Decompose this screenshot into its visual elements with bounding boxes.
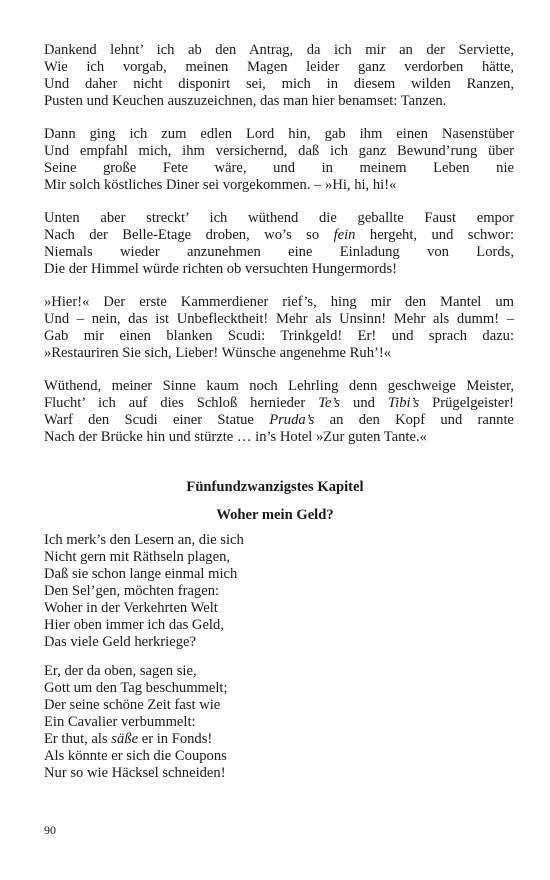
poem-line: Er, der da oben, sagen sie,: [44, 663, 197, 679]
verse-line: »Hier!« Der erste Kammerdiener rief’s, hing mir den Mantel um: [44, 294, 514, 310]
verse-line: Die der Himmel würde richten ob versuchten Hungermords!: [44, 261, 397, 277]
verse-line: Niemals wieder anzunehmen eine Einladung von Lords,: [44, 244, 514, 260]
verse-stanza-3: [44, 210, 514, 278]
emphasis: Te’s: [318, 395, 341, 411]
verse-line: »Restauriren Sie sich, Lieber! Wünsche angenehme Ruh’!«: [44, 345, 392, 361]
poem-line: Den Sel’gen, möchten fragen:: [44, 583, 220, 599]
verse-line: Wüthend, meiner Sinne kaum noch Lehrling denn geschweige Meister,: [44, 378, 514, 394]
verse-line: Nach der Brücke hin und stürzte … in’s Hotel »Zur guten Tante.«: [44, 429, 427, 445]
emphasis: Pruda’s: [269, 412, 315, 428]
poem-line: Der seine schöne Zeit fast wie: [44, 697, 221, 713]
verse-line: Warf den Scudi einer Statue Pruda’s an den Kopf und rannte: [44, 412, 514, 428]
poem-line: Ein Cavalier verbummelt:: [44, 714, 196, 730]
poem-stanza-1: [44, 532, 514, 651]
verse-stanza-2: [44, 126, 514, 194]
verse-stanza-5: [44, 378, 514, 446]
poem-line: Daß sie schon lange einmal mich: [44, 566, 238, 582]
verse-line: Wie ich vorgab, meinen Magen leider ganz verdorben hätte,: [44, 59, 514, 75]
verse-line: Und empfahl mich, ihm versichernd, daß ich ganz Bewund’rung über: [44, 143, 514, 159]
poem-line: Hier oben immer ich das Geld,: [44, 617, 224, 633]
poem-stanza-2: [44, 663, 514, 782]
verse-line: Flucht’ ich auf dies Schloß hernieder Te’s und Tibi’s Prügelgeister!: [44, 395, 514, 411]
page-number: 90: [44, 823, 56, 837]
poem-line: Woher in der Verkehrten Welt: [44, 600, 218, 616]
emphasis: fein: [333, 227, 356, 243]
emphasis: säße: [111, 731, 139, 747]
poem-line: Gott um den Tag beschummelt;: [44, 680, 228, 696]
verse-line: Dann ging ich zum edlen Lord hin, gab ihm einen Nasenstüber: [44, 126, 514, 142]
verse-line: Unten aber streckt’ ich wüthend die geballte Faust empor: [44, 210, 514, 226]
poem-line: Als könnte er sich die Coupons: [44, 748, 227, 764]
verse-line: Und – nein, das ist Unbeflecktheit! Mehr als Unsinn! Mehr als dumm! –: [44, 311, 514, 327]
poem-line: Nur so wie Häcksel schneiden!: [44, 765, 226, 781]
verse-line: Seine große Fete wäre, und in meinem Leben nie: [44, 160, 514, 176]
verse-line: Gab mir einen blanken Scudi: Trinkgeld! Er! und sprach dazu:: [44, 328, 514, 344]
verse-stanza-4: [44, 294, 514, 362]
verse-line: Pusten und Keuchen auszuzeichnen, das man hier benamset: Tanzen.: [44, 93, 447, 109]
chapter-subtitle: Woher mein Geld?: [216, 507, 334, 523]
poem-line: Nicht gern mit Räthseln plagen,: [44, 549, 231, 565]
verse-stanza-1: [44, 42, 514, 110]
verse-line: Nach der Belle-Etage droben, wo’s so fein hergeht, und schwor:: [44, 227, 515, 243]
verse-line: Dankend lehnt’ ich ab den Antrag, da ich mir an der Serviette,: [44, 42, 514, 58]
poem-line: Das viele Geld herkriege?: [44, 634, 196, 650]
emphasis: Tibi’s: [387, 395, 420, 411]
verse-line: Und daher nicht disponirt sei, mich in diesem wilden Ranzen,: [44, 76, 514, 92]
verse-line: Mir solch köstliches Diner sei vorgekommen. – »Hi, hi, hi!«: [44, 177, 397, 193]
poem-line: Er thut, als säße er in Fonds!: [44, 731, 213, 747]
chapter-heading: Fünfundzwanzigstes Kapitel: [186, 479, 364, 495]
poem-line: Ich merk’s den Lesern an, die sich: [44, 532, 244, 548]
